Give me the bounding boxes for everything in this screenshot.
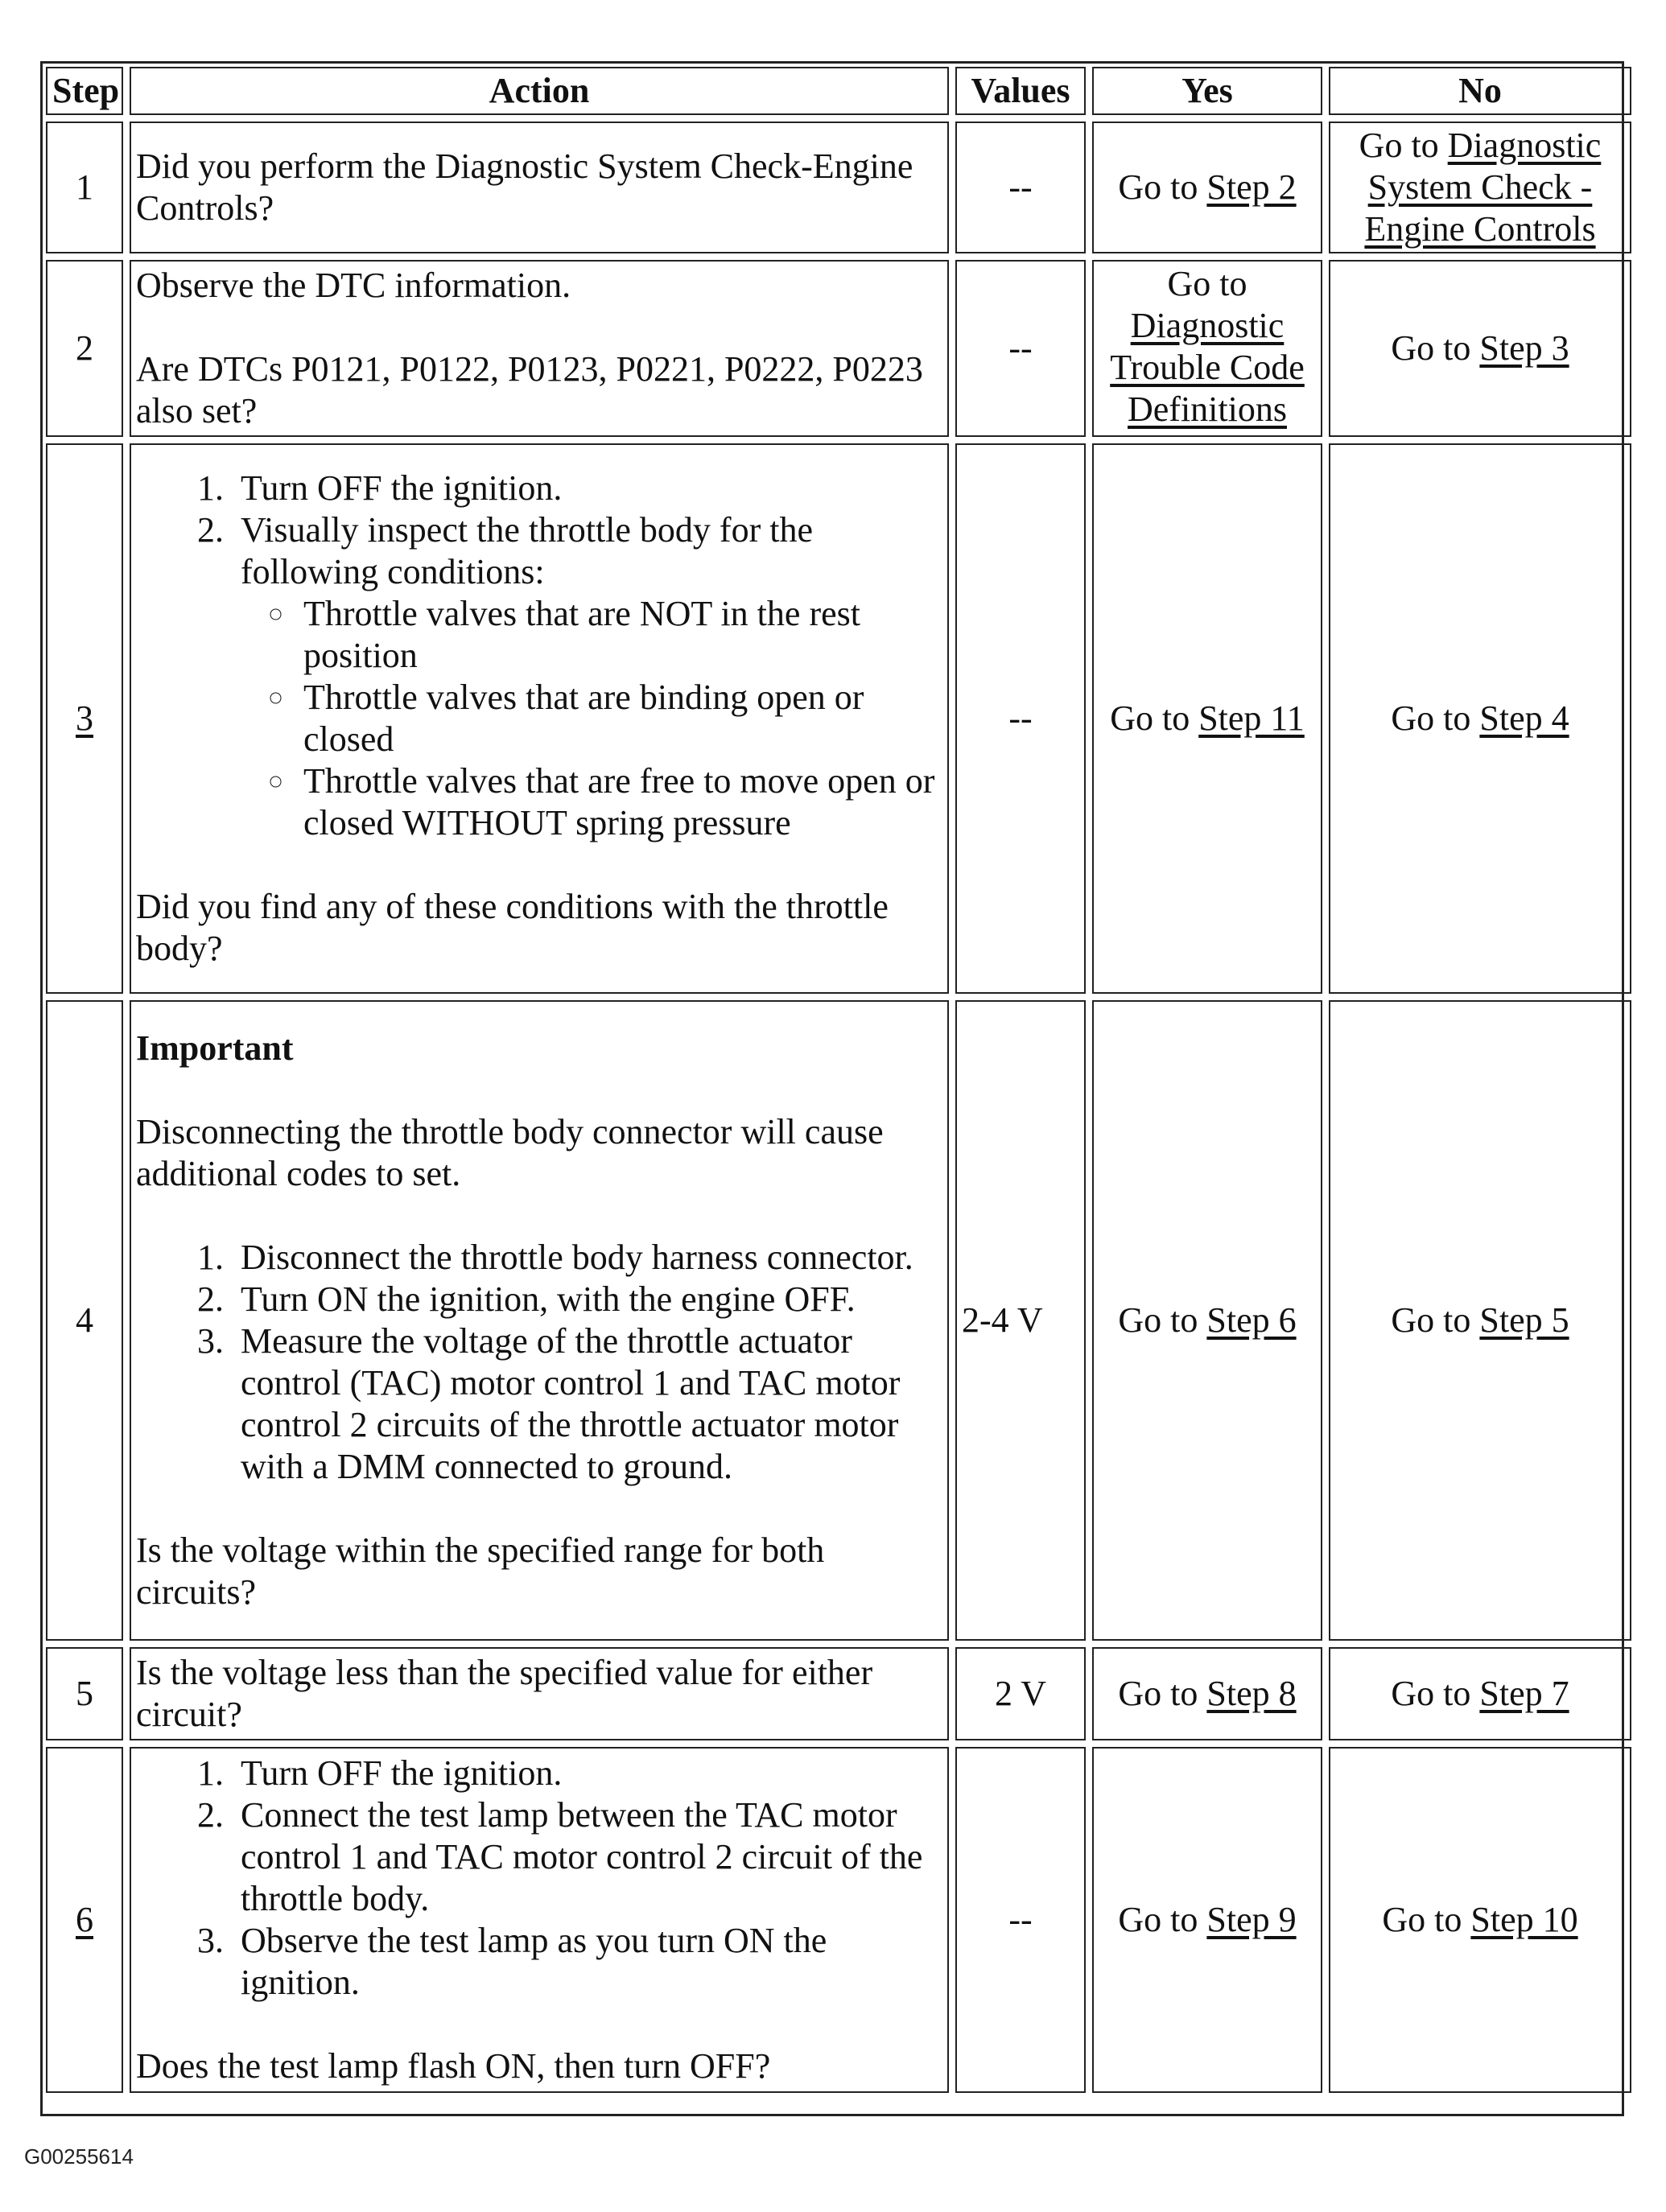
action-line: Observe the DTC information. (136, 266, 571, 305)
no-link[interactable]: Step 10 (1470, 1900, 1578, 1939)
no-prefix: Go to (1382, 1900, 1471, 1939)
table-row (46, 1000, 1631, 1641)
step-number (46, 1747, 123, 2093)
instruction-list (136, 468, 942, 844)
yes-cell (1092, 260, 1322, 437)
important-heading: Important (136, 1028, 294, 1068)
no-cell (1329, 1747, 1631, 2093)
no-link[interactable]: Diagnostic System Check - Engine Controls (1364, 126, 1602, 249)
header-action: Action (130, 67, 949, 115)
no-cell (1329, 1647, 1631, 1740)
no-link[interactable]: Step 7 (1479, 1674, 1569, 1713)
instruction-item: 1. Turn OFF the ignition. (233, 468, 942, 509)
yes-prefix: Go to (1118, 1674, 1207, 1713)
action-question: Is the voltage within the specified range for both circuits? (136, 1530, 825, 1612)
yes-cell (1092, 1647, 1322, 1740)
step-link[interactable]: 6 (76, 1900, 93, 1939)
yes-link[interactable]: Step 11 (1198, 698, 1305, 738)
yes-cell (1092, 1000, 1322, 1641)
action-question: Did you find any of these conditions with the throttle body? (136, 887, 889, 968)
condition-list (241, 593, 942, 844)
header-no: No (1329, 67, 1631, 115)
values-cell: 2 V (955, 1647, 1086, 1740)
yes-prefix: Go to (1110, 698, 1199, 738)
instruction-list (136, 1753, 942, 2004)
no-cell (1329, 1000, 1631, 1641)
step-number: 2 (46, 260, 123, 437)
table-row (46, 260, 1631, 437)
step-number: 4 (46, 1000, 123, 1641)
action-cell (130, 1747, 949, 2093)
no-cell (1329, 122, 1631, 253)
yes-link[interactable]: Step 8 (1206, 1674, 1297, 1713)
step-number (46, 443, 123, 994)
instruction-item: 3. Measure the voltage of the throttle actuator control (TAC) motor control 1 and TAC motor control 2 circuits of the throttle actuator motor with a DMM connected to ground. (233, 1320, 942, 1488)
no-link[interactable]: Step 5 (1479, 1300, 1569, 1340)
header-step: Step (46, 67, 123, 115)
no-prefix: Go to (1391, 1674, 1480, 1713)
instruction-list (136, 1237, 942, 1488)
yes-cell (1092, 122, 1322, 253)
values-cell: -- (955, 1747, 1086, 2093)
step-link[interactable]: 3 (76, 698, 93, 738)
instruction-item: 3. Observe the test lamp as you turn ON the ignition. (233, 1920, 942, 2004)
condition-item: ◦ Throttle valves that are NOT in the rest position (297, 593, 942, 677)
no-cell (1329, 260, 1631, 437)
instruction-item: 2. Turn ON the ignition, with the engine OFF. (233, 1279, 942, 1320)
table-row (46, 1647, 1631, 1740)
diagnostic-table (39, 60, 1638, 2099)
yes-prefix: Go to (1118, 1900, 1207, 1939)
no-cell (1329, 443, 1631, 994)
step-number: 5 (46, 1647, 123, 1740)
yes-prefix: Go to (1167, 264, 1247, 303)
yes-link[interactable]: Step 9 (1206, 1900, 1297, 1939)
instruction-item (233, 509, 942, 844)
action-cell (130, 1000, 949, 1641)
header-values: Values (955, 67, 1086, 115)
action-text: Did you perform the Diagnostic System Check-Engine Controls? (130, 122, 949, 253)
values-cell: -- (955, 260, 1086, 437)
table-row (46, 443, 1631, 994)
table-row (46, 1747, 1631, 2093)
action-question: Does the test lamp flash ON, then turn OFF? (136, 2046, 771, 2086)
yes-prefix: Go to (1118, 1300, 1207, 1340)
action-question: Are DTCs P0121, P0122, P0123, P0221, P0222, P0223 also set? (136, 349, 923, 430)
no-prefix: Go to (1391, 328, 1480, 368)
action-cell (130, 443, 949, 994)
yes-link[interactable]: Diagnostic Trouble Code Definitions (1110, 306, 1305, 429)
values-cell: 2-4 V (955, 1000, 1086, 1641)
header-row (46, 67, 1631, 115)
values-cell: -- (955, 443, 1086, 994)
yes-cell (1092, 1747, 1322, 2093)
no-prefix: Go to (1391, 698, 1480, 738)
yes-cell (1092, 443, 1322, 994)
instruction-text: Visually inspect the throttle body for the following conditions: (241, 510, 813, 591)
figure-id: G00255614 (24, 2144, 134, 2169)
instruction-item: 1. Turn OFF the ignition. (233, 1753, 942, 1794)
no-link[interactable]: Step 3 (1479, 328, 1569, 368)
yes-link[interactable]: Step 2 (1206, 167, 1297, 207)
yes-link[interactable]: Step 6 (1206, 1300, 1297, 1340)
yes-prefix: Go to (1118, 167, 1207, 207)
important-note: Disconnecting the throttle body connector will cause additional codes to set. (136, 1112, 884, 1193)
instruction-item: 2. Connect the test lamp between the TAC motor control 1 and TAC motor control 2 circuit of the throttle body. (233, 1794, 942, 1920)
action-cell (130, 260, 949, 437)
no-prefix: Go to (1359, 126, 1448, 165)
action-question: Is the voltage less than the specified value for either circuit? (130, 1647, 949, 1740)
condition-item: ◦ Throttle valves that are binding open or closed (297, 677, 942, 760)
no-prefix: Go to (1391, 1300, 1480, 1340)
step-number: 1 (46, 122, 123, 253)
instruction-item: 1. Disconnect the throttle body harness connector. (233, 1237, 942, 1279)
header-yes: Yes (1092, 67, 1322, 115)
table-row (46, 122, 1631, 253)
values-cell: -- (955, 122, 1086, 253)
no-link[interactable]: Step 4 (1479, 698, 1569, 738)
condition-item: ◦ Throttle valves that are free to move open or closed WITHOUT spring pressure (297, 760, 942, 844)
